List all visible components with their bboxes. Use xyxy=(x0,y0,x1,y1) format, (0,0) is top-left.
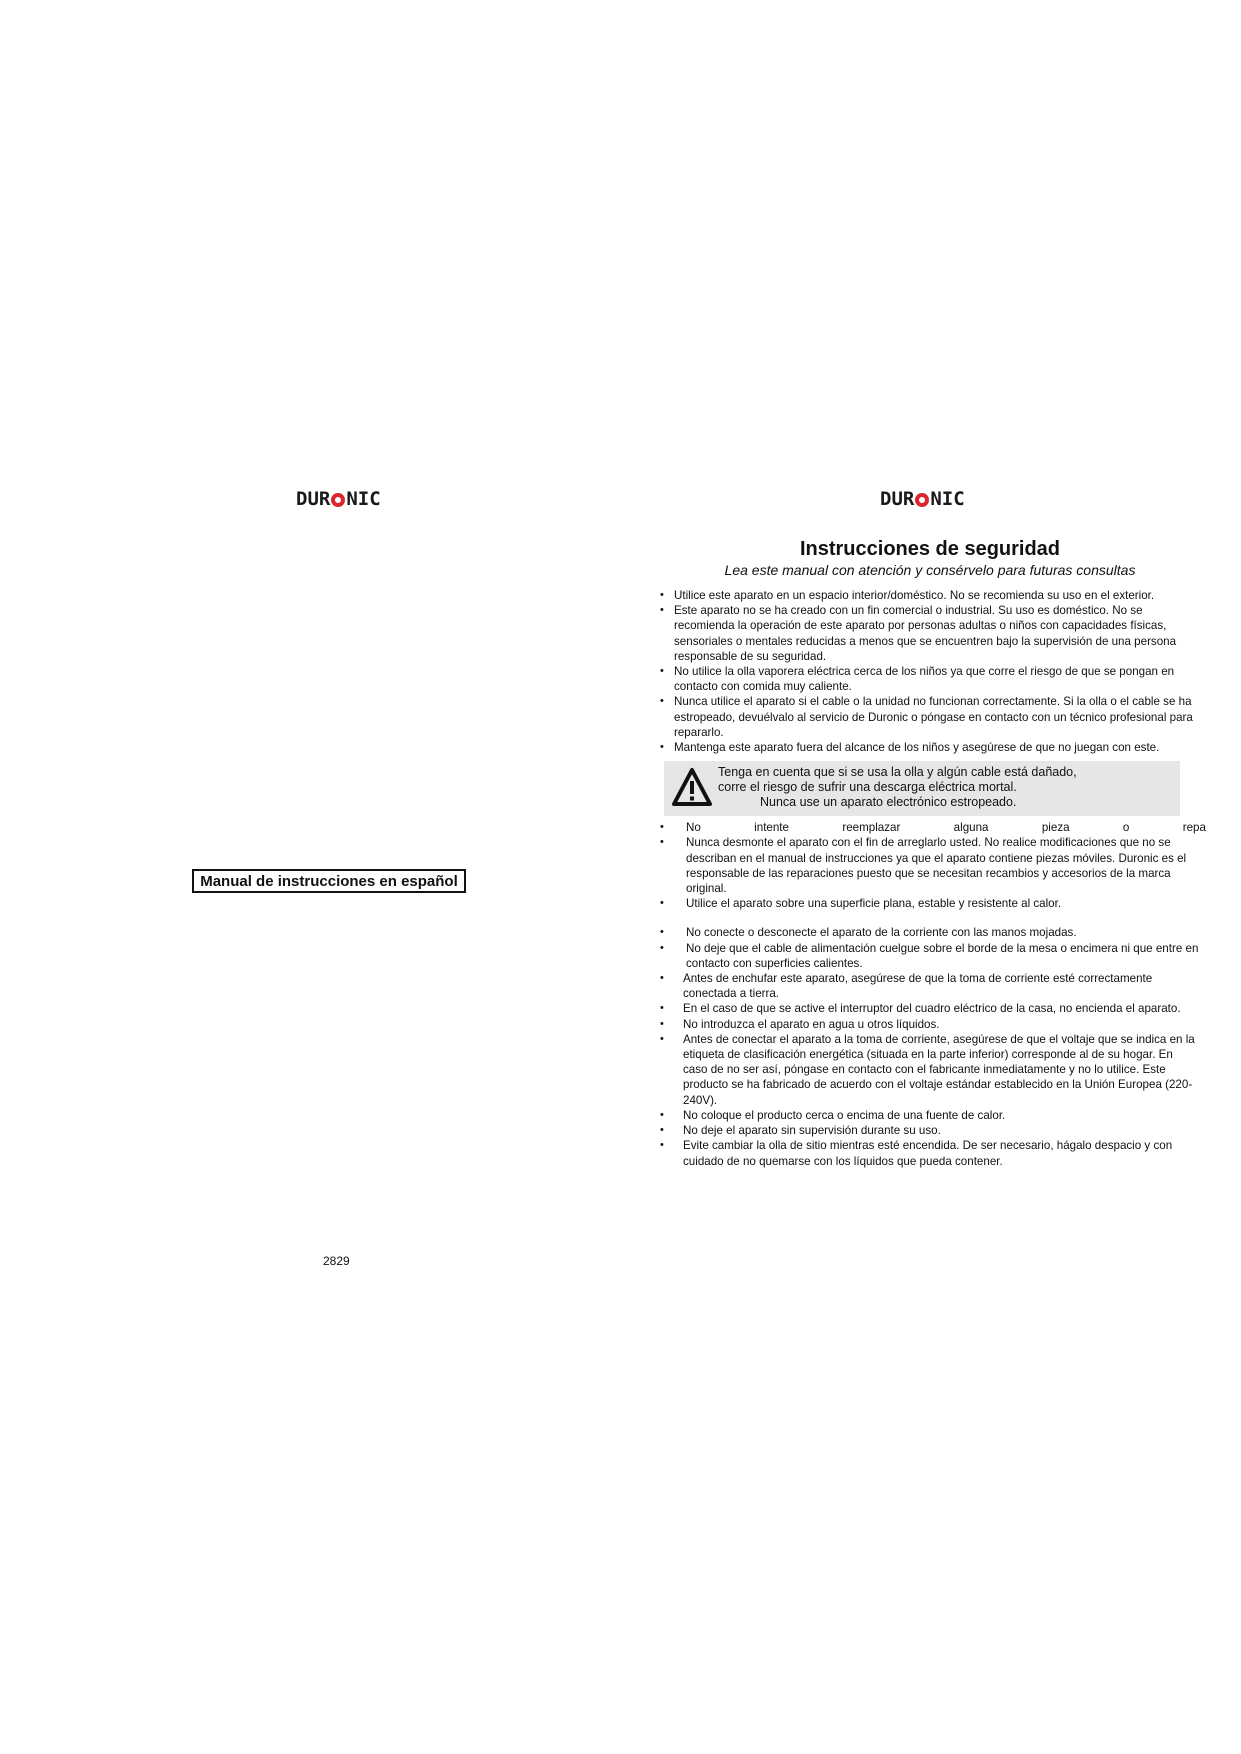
list-item-text: Antes de conectar el aparato a la toma de corriente, asegúrese de que el voltaje que se indica en la etiqueta de clasificación energética (situada en la parte inferior) corresponde al de su hogar. En caso de no ser así, póngase en contacto con el fabricante inmediatamente y no lo utilice. Este producto se ha fabricado de acuerdo con el voltaje estándar establecido en la Unión Europea (220-240V). xyxy=(683,1032,1195,1107)
list-item-justified xyxy=(660,820,1206,835)
bullet: • xyxy=(660,1108,664,1121)
logo-power-icon xyxy=(915,493,929,507)
list-item xyxy=(660,941,1200,971)
bullet: • xyxy=(660,926,664,939)
bullet: • xyxy=(660,941,664,954)
list-item xyxy=(660,896,1200,911)
list-item-text: Antes de enchufar este aparato, asegúrese de que la toma de corriente esté correctamente conectada a tierra. xyxy=(683,972,1153,1001)
justified-word: repa xyxy=(1182,821,1206,835)
logo-text-nic: NIC xyxy=(930,488,965,510)
list-item xyxy=(660,1001,1200,1016)
list-item xyxy=(660,740,1200,755)
list-item-text: Evite cambiar la olla de sitio mientras esté encendida. De ser necesario, hágalo despacio y con cuidado de no quemarse con los líquidos que pueda contener. xyxy=(683,1139,1173,1168)
bullet: • xyxy=(660,741,664,754)
justified-word: pieza xyxy=(1041,821,1070,835)
page-number: 2829 xyxy=(323,1254,350,1268)
list-item-text: Utilice el aparato sobre una superficie plana, estable y resistente al calor. xyxy=(686,897,1062,911)
list-item-text: No deje el aparato sin supervisión durante su uso. xyxy=(683,1124,941,1138)
safety-group-c xyxy=(660,925,1200,971)
list-item xyxy=(660,1108,1200,1123)
list-item-text: En el caso de que se active el interruptor del cuadro eléctrico de la casa, no encienda el aparato. xyxy=(683,1002,1181,1016)
bullet: • xyxy=(660,589,664,601)
warning-triangle-icon xyxy=(672,767,712,807)
logo-power-icon xyxy=(331,493,345,507)
warning-line-2: corre el riesgo de sufrir una descarga eléctrica mortal. xyxy=(718,780,1017,795)
list-item xyxy=(660,664,1200,694)
spacer xyxy=(660,911,1200,925)
bullet: • xyxy=(660,1002,664,1015)
list-item-text: No deje que el cable de alimentación cuelgue sobre el borde de la mesa o encimera ni que entre en contacto con superficies calientes. xyxy=(686,941,1199,970)
list-item xyxy=(660,835,1200,896)
list-item xyxy=(660,1138,1200,1168)
bullet: • xyxy=(660,1139,664,1152)
bullet: • xyxy=(660,972,664,985)
bullet: • xyxy=(660,1017,664,1030)
duronic-logo-right xyxy=(880,490,965,509)
list-item-text: Este aparato no se ha creado con un fin comercial o industrial. Su uso es doméstico. No se recomienda la operación de este aparato por personas adultas o niños con capacidades físicas, sensoriales o mentales reducidas a menos que se encuentren bajo la supervisión de una persona responsable de su seguridad. xyxy=(674,604,1177,663)
warning-line-1: Tenga en cuenta que si se usa la olla y algún cable está dañado, xyxy=(718,765,1077,780)
list-item xyxy=(660,1017,1200,1032)
list-item xyxy=(660,1032,1200,1108)
manual-title-box: Manual de instrucciones en español xyxy=(192,869,466,893)
list-item-text: No conecte o desconecte el aparato de la corriente con las manos mojadas. xyxy=(686,926,1077,940)
list-item-text: Utilice este aparato en un espacio interior/doméstico. No se recomienda su uso en el exterior. xyxy=(674,589,1155,602)
list-item-text: Mantenga este aparato fuera del alcance de los niños y asegúrese de que no juegan con este. xyxy=(674,741,1160,755)
list-item-text: No coloque el producto cerca o encima de una fuente de calor. xyxy=(683,1108,1006,1122)
bullet: • xyxy=(660,695,664,708)
duronic-logo-left xyxy=(296,490,381,509)
logo-text-dur: DUR xyxy=(880,488,915,510)
bullet: • xyxy=(660,897,664,910)
safety-title: Instrucciones de seguridad xyxy=(799,538,1061,560)
bullet: • xyxy=(660,1124,664,1137)
justified-word: reemplazar xyxy=(842,821,901,835)
bullet: • xyxy=(660,836,664,849)
list-item xyxy=(660,971,1200,1001)
justified-word: alguna xyxy=(953,821,989,835)
safety-group-a xyxy=(660,588,1200,755)
justified-word: intente xyxy=(754,821,789,835)
list-item-text: No introduzca el aparato en agua u otros líquidos. xyxy=(683,1017,940,1031)
justified-word: o xyxy=(1122,821,1130,835)
list-item xyxy=(660,694,1200,740)
list-item-text: Nunca utilice el aparato si el cable o la unidad no funcionan correctamente. Si la olla o el cable se ha estropeado, devuélvalo al servicio de Duronic o póngase en contacto con un técnico profesional para repararlo. xyxy=(674,695,1193,739)
list-item-text: No utilice la olla vaporera eléctrica cerca de los niños ya que corre el riesgo de que se pongan en contacto con comida muy caliente. xyxy=(674,665,1175,694)
list-item xyxy=(660,925,1200,940)
safety-group-b xyxy=(660,835,1200,911)
logo-text-nic: NIC xyxy=(346,488,381,510)
list-item xyxy=(660,603,1200,664)
warning-line-3: Nunca use un aparato electrónico estropeado. xyxy=(760,795,1017,810)
safety-subtitle: Lea este manual con atención y consérvelo para futuras consultas xyxy=(724,562,1136,578)
bullet: • xyxy=(660,821,664,834)
bullet: • xyxy=(660,604,664,617)
logo-text-dur: DUR xyxy=(296,488,331,510)
list-item xyxy=(660,588,1200,603)
list-item-text: Nunca desmonte el aparato con el fin de arreglarlo usted. No realice modificaciones que no se describan en el manual de instrucciones ya que el aparato contiene piezas móviles. Duronic es el responsable de las reparaciones puesto que se necesitan recambios y accesorios de la marca original. xyxy=(686,836,1187,896)
bullet: • xyxy=(660,665,664,678)
warning-text xyxy=(718,765,1077,810)
justified-word: No xyxy=(686,821,701,835)
list-item xyxy=(660,1123,1200,1138)
safety-group-d xyxy=(660,971,1200,1169)
bullet: • xyxy=(660,1032,664,1045)
safety-list xyxy=(660,588,1206,1169)
warning-box xyxy=(664,761,1180,816)
justified-line xyxy=(686,820,1206,835)
